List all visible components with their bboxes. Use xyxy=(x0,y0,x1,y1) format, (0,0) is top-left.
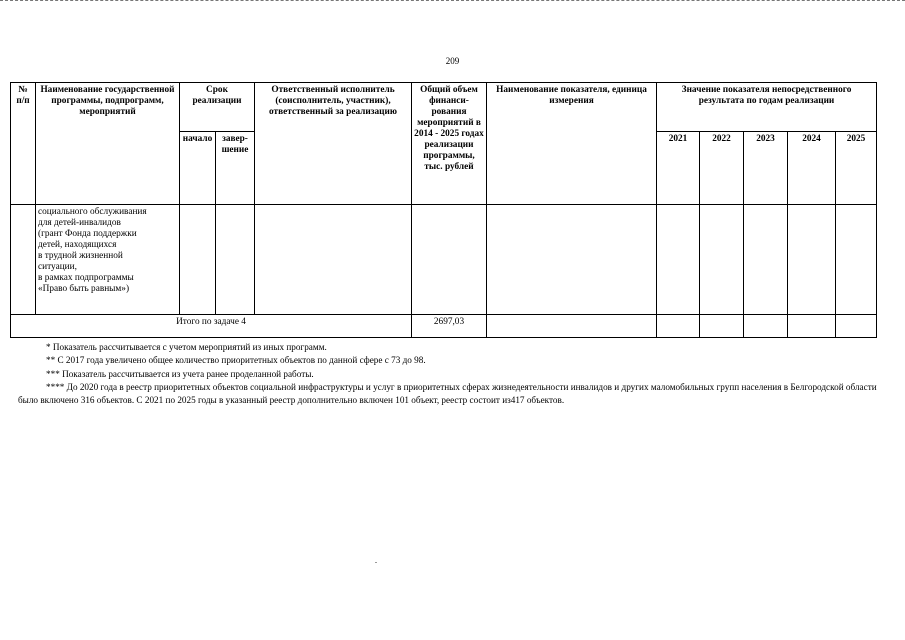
page-top-border xyxy=(0,0,905,3)
footnote-2: ** С 2017 года увеличено общее количество приоритетных объектов по данной сфере с 73 до 98. xyxy=(46,355,426,366)
scan-speck xyxy=(375,562,377,563)
footnotes xyxy=(18,341,888,408)
cell-start xyxy=(180,205,216,315)
total-volume: 2697,03 xyxy=(412,315,487,338)
cell-value-2021 xyxy=(657,205,700,315)
header-num: № п/п xyxy=(11,83,36,205)
header-term-end: завер- шение xyxy=(216,132,255,205)
program-table xyxy=(10,82,877,338)
cell-value-2023 xyxy=(744,205,788,315)
header-responsible: Ответственный исполнитель (соисполнитель, участник), ответственный за реализацию xyxy=(255,83,412,205)
total-label: Итого по задаче 4 xyxy=(11,315,412,338)
header-term-start: начало xyxy=(180,132,216,205)
footnote-4: **** До 2020 года в реестр приоритетных объектов социальной инфраструктуры и услуг в приоритетных сферах жизнедеятельности инвалидов и других маломобильных групп населения в Белгородской области было включено 316 объектов. С 2021 по 2025 годы в указанный реестр дополнительно включен 101 объект, реестр состоит из417 объектов. xyxy=(18,382,877,406)
cell-name: социального обслуживания для детей-инвалидов (грант Фонда поддержки детей, находящихся в трудной жизненной ситуации, в рамках подпрограммы «Право быть равным») xyxy=(36,205,180,315)
total-indicator xyxy=(487,315,657,338)
header-year-2024: 2024 xyxy=(788,132,836,205)
total-2022 xyxy=(700,315,744,338)
header-row-1 xyxy=(11,83,877,132)
header-term: Срок реализации xyxy=(180,83,255,132)
footnote-3: *** Показатель рассчитывается из учета ранее проделанной работы. xyxy=(46,368,314,379)
header-values: Значение показателя непосредственного результата по годам реализации xyxy=(657,83,877,132)
total-2021 xyxy=(657,315,700,338)
header-volume: Общий объем финанси- рования мероприятий в 2014 - 2025 годах реализации программы, тыс. рублей xyxy=(412,83,487,205)
cell-indicator xyxy=(487,205,657,315)
cell-volume xyxy=(412,205,487,315)
header-year-2021: 2021 xyxy=(657,132,700,205)
cell-responsible xyxy=(255,205,412,315)
total-2025 xyxy=(836,315,877,338)
cell-num xyxy=(11,205,36,315)
total-row xyxy=(11,315,877,338)
header-indicator: Наименование показателя, единица измерения xyxy=(487,83,657,205)
total-2024 xyxy=(788,315,836,338)
header-year-2023: 2023 xyxy=(744,132,788,205)
header-year-2022: 2022 xyxy=(700,132,744,205)
footnote-1: * Показатель рассчитывается с учетом мероприятий из иных программ. xyxy=(46,342,327,352)
total-2023 xyxy=(744,315,788,338)
cell-value-2022 xyxy=(700,205,744,315)
cell-value-2025 xyxy=(836,205,877,315)
cell-end xyxy=(216,205,255,315)
header-name: Наименование государственной программы, подпрограмм, мероприятий xyxy=(36,83,180,205)
table-row xyxy=(11,205,877,315)
page-number: 209 xyxy=(445,56,460,66)
header-year-2025: 2025 xyxy=(836,132,877,205)
cell-value-2024 xyxy=(788,205,836,315)
